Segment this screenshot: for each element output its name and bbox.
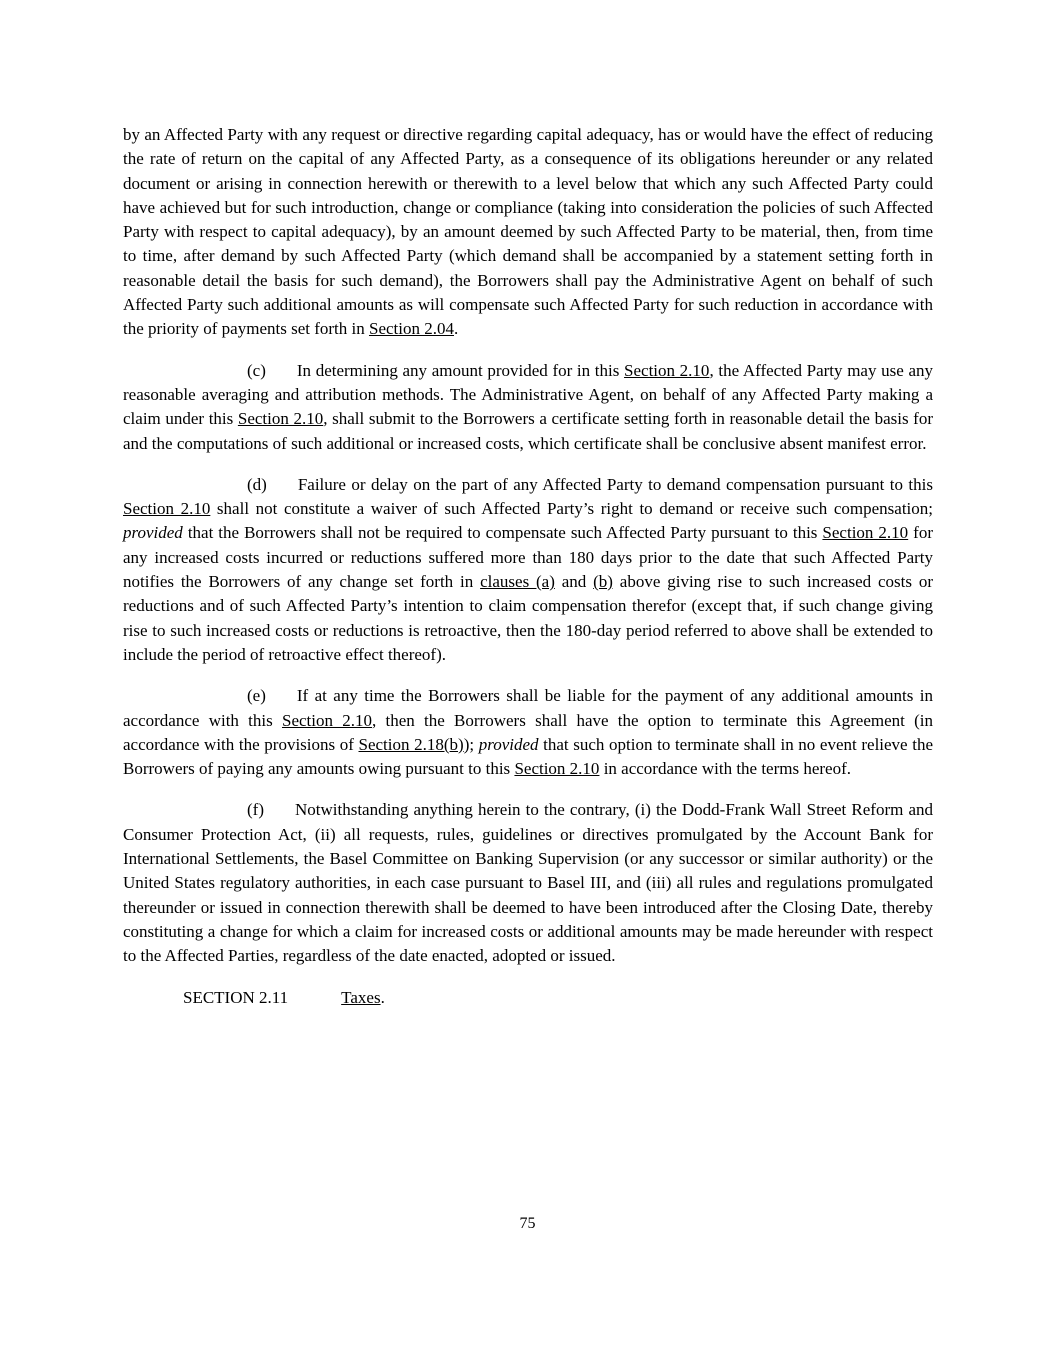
paragraph-f	[123, 798, 933, 968]
text-run: .	[380, 987, 385, 1007]
text-run: in accordance with the terms hereof.	[599, 759, 852, 779]
text-run: that such option to terminate shall in no event relieve the Borrowers of paying any amounts owing pursuant to this	[123, 734, 933, 779]
section-title: Taxes	[341, 987, 381, 1007]
text-run: and	[554, 572, 594, 592]
clause-label: (e)	[247, 686, 266, 706]
clauses-a-reference: clauses (a)	[480, 572, 555, 592]
text-run: by an Affected Party with any request or directive regarding capital adequacy, has or would have the effect of reducing the rate of return on the capital of any Affected Party, as a consequence of its obligations hereunder or any related document or arising in connection herewith or therewith to a level below that which any such Affected Party could have achieved but for such introduction, change or compliance (taking into consideration the policies of such Affected Party with respect to capital adequacy), by an amount deemed by such Affected Party to be material, then, from time to time, after demand by such Affected Party (which demand shall be accompanied by a statement setting forth in reasonable detail the basis for such demand), the Borrowers shall pay the Administrative Agent on behalf of such Affected Party such additional amounts as will compensate such Affected Party for such reduction in accordance with the priority of payments set forth in	[123, 125, 933, 339]
section-number: SECTION 2.11	[183, 987, 289, 1007]
section-2-18b-reference: Section 2.18(b)	[358, 734, 464, 754]
text-run: above giving rise to such increased costs or reductions and of such Affected Party’s intention to claim compensation therefor (except that, if such change giving rise to such increased costs or reductions is retroactive, then the 180-day period referred to above shall be extended to include the period of retroactive effect thereof).	[123, 572, 934, 664]
paragraph-e	[123, 684, 933, 781]
section-2-10-reference: Section 2.10	[237, 409, 324, 429]
text-run: , shall submit to the Borrowers a certificate setting forth in reasonable detail the basis for and the computations of such additional or increased costs, which certificate shall be conclusive absent manifest error.	[123, 409, 934, 453]
page-number: 75	[519, 1215, 536, 1232]
section-2-11-heading	[123, 986, 933, 1010]
text-run: If at any time the Borrowers shall be liable for the payment of any additional amounts in accordance with this	[123, 686, 933, 730]
text-run: shall not constitute a waiver of such Affected Party’s right to demand or receive such compensation;	[210, 499, 933, 519]
text-run: );	[463, 734, 479, 754]
section-2-10-reference: Section 2.10	[822, 523, 909, 543]
clause-label: (d)	[247, 474, 267, 494]
paragraph-d	[123, 473, 933, 667]
section-2-10-reference: Section 2.10	[514, 759, 600, 779]
text-run: .	[453, 319, 459, 339]
text-run: Failure or delay on the part of any Affected Party to demand compensation pursuant to this	[297, 474, 933, 494]
section-2-10-reference: Section 2.10	[123, 499, 211, 519]
proviso-italic: provided	[478, 734, 539, 754]
clause-label: (f)	[247, 800, 264, 820]
clause-b-reference: (b)	[593, 572, 613, 592]
paragraph-capital-adequacy-continuation	[123, 123, 933, 342]
section-2-10-reference: Section 2.10	[624, 360, 710, 380]
text-run: Notwithstanding anything herein to the contrary, (i) the Dodd-Frank Wall Street Reform and Consumer Protection Act, (ii) all requests, rules, guidelines or directives promulgated by the Account Bank for International Settlements, the Basel Committee on Banking Supervision (or any successor or similar authority) or the United States regulatory authorities, in each case pursuant to Basel III, and (iii) all rules and regulations promulgated thereunder or issued in connection therewith shall be deemed to have been introduced after the Closing Date, thereby constituting a change for which a claim for increased costs or additional amounts may be made hereunder with respect to the Affected Parties, regardless of the date enacted, adopted or issued.	[123, 800, 933, 966]
text-run: for any increased costs incurred or reductions suffered more than 180 days prior to the date that such Affected Party notifies the Borrowers of any change set forth in	[123, 523, 933, 592]
section-2-10-reference: Section 2.10	[282, 710, 372, 730]
paragraph-c	[123, 359, 933, 456]
text-run: , then the Borrowers shall have the option to terminate this Agreement (in accordance with the provisions of	[123, 710, 933, 754]
clause-label: (c)	[247, 360, 266, 380]
text-run: , the Affected Party may use any reasonable averaging and attribution methods. The Administrative Agent, on behalf of any Affected Party making a claim under this	[123, 360, 933, 429]
document-body	[123, 123, 933, 1010]
proviso-italic: provided	[123, 523, 183, 543]
text-run: In determining any amount provided for in this	[296, 360, 625, 380]
text-run: that the Borrowers shall not be required to compensate such Affected Party pursuant to this	[182, 523, 823, 543]
section-2-04-reference: Section 2.04	[368, 319, 454, 339]
